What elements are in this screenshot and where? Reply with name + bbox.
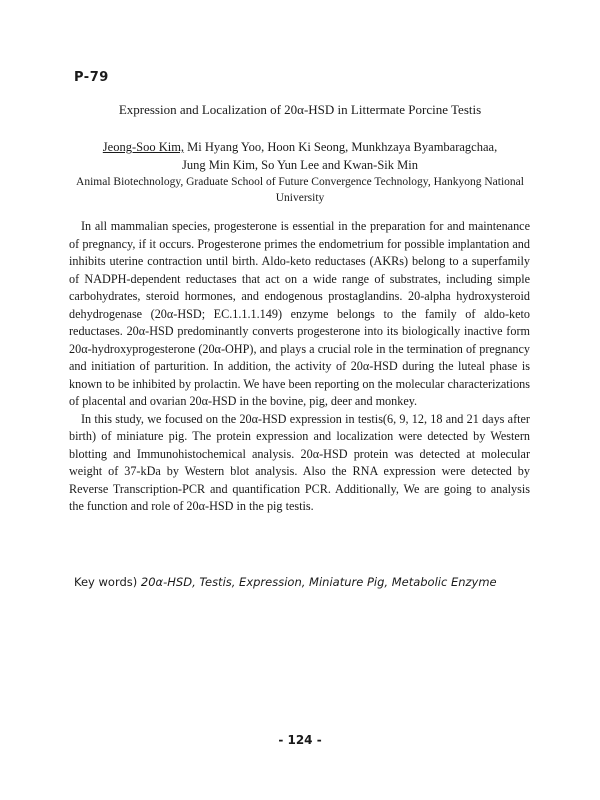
co-authors-1: Mi Hyang Yoo, Hoon Ki Seong, Munkhzaya Byambaragchaa, — [184, 140, 498, 154]
presenting-author: Jeong-Soo Kim, — [102, 140, 185, 154]
affiliation: Animal Biotechnology, Graduate School of Future Convergence Technology, Hankyong National University — [76, 176, 524, 204]
author-line-1 — [70, 138, 530, 156]
keywords-values: 20α-HSD, Testis, Expression, Miniature Pig, Metabolic Enzyme — [140, 575, 497, 589]
page-number: - 124 - — [278, 733, 322, 747]
keywords-label: Key words) — [74, 575, 141, 589]
author-line-2: Jung Min Kim, So Yun Lee and Kwan-Sik Min — [182, 158, 418, 172]
author-list — [70, 138, 530, 174]
abstract-body — [69, 218, 530, 516]
abstract-paragraph-1: In all mammalian species, progesterone is essential in the preparation for and maintenance of pregnancy, if it occurs. Progesterone primes the endometrium for possible implantation and inhibits uterine contraction until birth. Aldo-keto reductases (AKRs) belong to a superfamily of NADPH-dependent reductases that act on a wide range of substrates, including simple carbohydrates, steroid hormones, and endogenous prostaglandins. 20-alpha hydroxysteroid dehydrogenase (20α-HSD; EC.1.1.1.149) enzyme belongs to the family of aldo-keto reductases. 20α-HSD predominantly converts progesterone into its biologically inactive form 20α-hydroxyprogesterone (20α-OHP), and plays a crucial role in the termination of pregnancy and initiation of parturition. In addition, the activity of 20α-HSD during the luteal phase is known to be inhibited by prolactin. We have been reporting on the molecular characterizations of placental and ovarian 20α-HSD in the bovine, pig, deer and monkey. — [69, 219, 530, 408]
keywords — [74, 575, 497, 589]
paper-title: Expression and Localization of 20α-HSD in Littermate Porcine Testis — [118, 102, 482, 117]
abstract-paragraph-2: In this study, we focused on the 20α-HSD expression in testis(6, 9, 12, 18 and 21 days after birth) of miniature pig. The protein expression and localization were detected by Western blotting and Immunohistochemical analysis. 20α-HSD protein was detected at molecular weight of 37-kDa by Western blot analysis. Also the RNA expression were detected by Reverse Transcription-PCR and quantification PCR. Additionally, We are going to analysis the function and role of 20α-HSD in the pig testis. — [69, 411, 530, 513]
poster-id: P-79 — [74, 70, 109, 85]
